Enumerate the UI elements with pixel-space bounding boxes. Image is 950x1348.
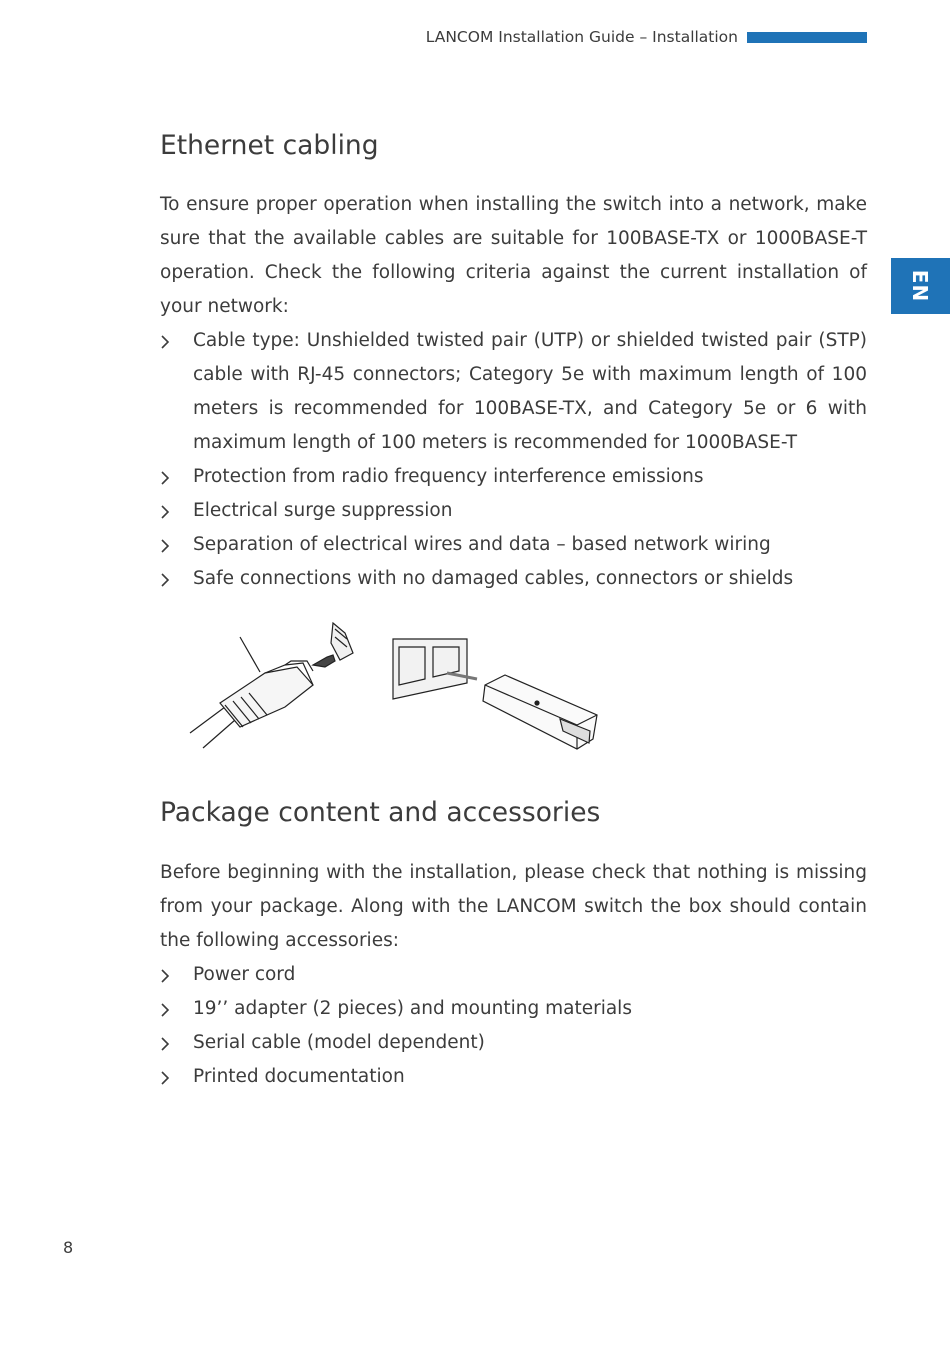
list-item [160, 562, 867, 596]
chevron-right-icon [160, 505, 170, 519]
list-item [160, 992, 867, 1026]
list-item-text: Cable type: Unshielded twisted pair (UTP) or shielded twisted pair (STP) cable with RJ-45 connectors; Category 5e with maximum length of 100 meters is recommended for 100BASE-TX, and Category 5e or 6 with maximum length of 100 meters is recommended for 1000BASE-T [193, 330, 867, 453]
list-item [160, 494, 867, 528]
header-title: LANCOM Installation Guide – Installation [425, 28, 738, 46]
list-item [160, 460, 867, 494]
section-paragraph: Before beginning with the installation, please check that nothing is missing from your package. Along with the LANCOM switch the box should contain the following accessories: [160, 862, 867, 951]
section-body-package-content [160, 856, 867, 1094]
list-item-text: Serial cable (model dependent) [193, 1032, 485, 1053]
list-item-text: Separation of electrical wires and data – based network wiring [193, 534, 771, 555]
page-header [426, 26, 867, 48]
chevron-right-icon [160, 573, 170, 587]
chevron-right-icon [160, 1037, 170, 1051]
section-body-ethernet-cabling [160, 188, 867, 596]
sfp-module-icon [393, 639, 597, 749]
list-item-text: 19’’ adapter (2 pieces) and mounting materials [193, 998, 632, 1019]
rj45-plug-icon [190, 623, 353, 748]
chevron-right-icon [160, 969, 170, 983]
chevron-right-icon [160, 471, 170, 485]
list-item [160, 1026, 867, 1060]
chevron-right-icon [160, 1003, 170, 1017]
list-item-text: Power cord [193, 964, 296, 985]
list-item [160, 528, 867, 562]
section-heading-ethernet-cabling: Ethernet cabling [160, 130, 379, 161]
page-number: 8 [63, 1238, 74, 1257]
section-paragraph: To ensure proper operation when installing the switch into a network, make sure that the available cables are suitable for 100BASE-TX or 1000BASE-T operation. Check the following criteria against the current installation of your network: [160, 194, 867, 317]
language-tab-label: EN [908, 269, 933, 303]
language-tab [891, 258, 950, 314]
criteria-list [160, 324, 867, 596]
list-item [160, 958, 867, 992]
list-item-text: Protection from radio frequency interference emissions [193, 466, 704, 487]
header-accent-bar [747, 32, 867, 43]
chevron-right-icon [160, 1071, 170, 1085]
accessories-list [160, 958, 867, 1094]
section-heading-package-content: Package content and accessories [160, 797, 601, 828]
list-item [160, 1060, 867, 1094]
cable-illustration [185, 615, 605, 755]
list-item [160, 324, 867, 460]
list-item-text: Printed documentation [193, 1066, 405, 1087]
list-item-text: Safe connections with no damaged cables, connectors or shields [193, 568, 794, 589]
chevron-right-icon [160, 539, 170, 553]
list-item-text: Electrical surge suppression [193, 500, 453, 521]
chevron-right-icon [160, 335, 170, 349]
